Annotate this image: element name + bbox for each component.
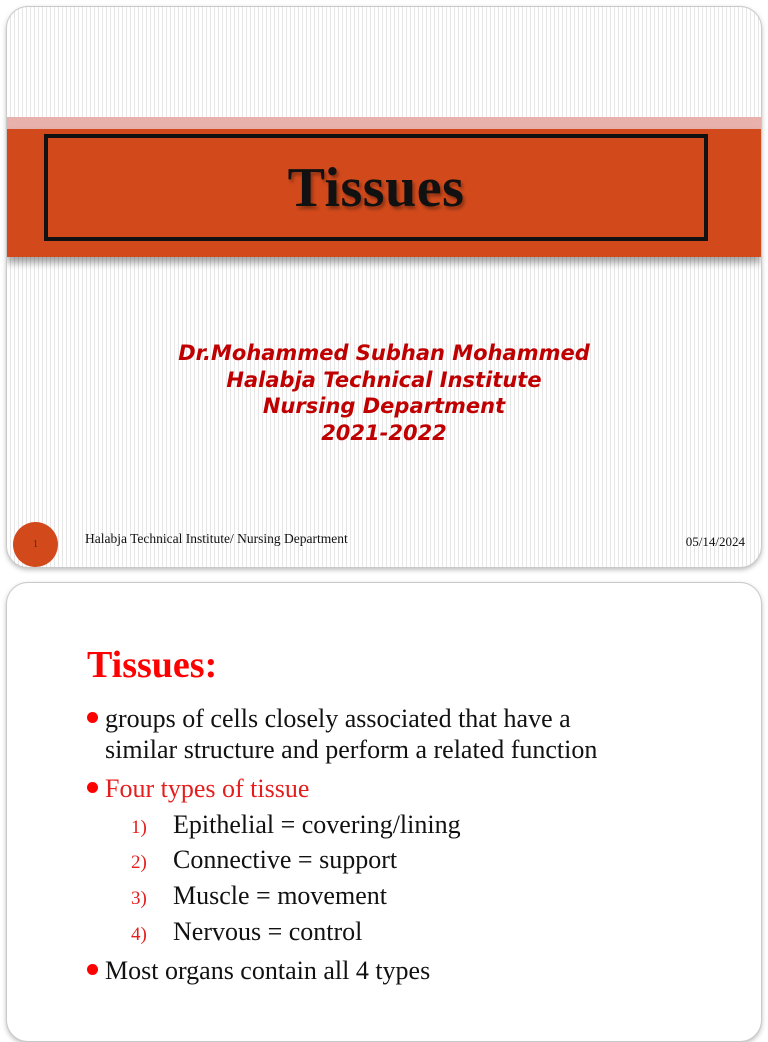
bullet-item xyxy=(87,773,309,804)
slide-title: Tissues xyxy=(287,156,465,219)
bullet-item xyxy=(87,955,430,986)
bullet-text: Four types of tissue xyxy=(105,774,310,803)
slide-number: 1 xyxy=(33,539,38,550)
subtitle-block xyxy=(7,340,761,446)
subtitle-institute: Halabja Technical Institute xyxy=(226,367,542,392)
list-item xyxy=(131,917,362,947)
subtitle-author: Dr.Mohammed Subhan Mohammed xyxy=(178,341,590,365)
slide-number-badge xyxy=(13,522,58,567)
bullet-dot-icon xyxy=(87,712,98,723)
list-text: Muscle = movement xyxy=(173,881,387,910)
subtitle-year: 2021-2022 xyxy=(321,420,447,445)
list-number: 3) xyxy=(131,888,147,909)
list-text: Epithelial = covering/lining xyxy=(173,810,461,839)
content-slide xyxy=(6,582,762,1042)
footer-text: Halabja Technical Institute/ Nursing Department xyxy=(85,531,348,546)
bullet-text-line: groups of cells closely associated that have a xyxy=(105,704,571,733)
bullet-dot-icon xyxy=(87,782,98,793)
list-number: 4) xyxy=(131,924,147,945)
footer-date: 05/14/2024 xyxy=(685,534,745,549)
title-slide xyxy=(6,6,762,568)
bullet-item xyxy=(87,703,597,765)
bullet-dot-icon xyxy=(87,964,98,975)
slide-heading: Tissues: xyxy=(87,644,218,686)
pink-accent-band xyxy=(7,117,761,129)
list-text: Connective = support xyxy=(173,845,398,874)
list-item xyxy=(131,881,387,911)
list-number: 1) xyxy=(131,817,147,838)
title-frame xyxy=(44,134,708,241)
list-item xyxy=(131,810,461,840)
list-number: 2) xyxy=(131,852,147,873)
bullet-text: Most organs contain all 4 types xyxy=(105,956,431,985)
list-item xyxy=(131,845,397,875)
bullet-text-line: similar structure and perform a related function xyxy=(105,735,598,764)
subtitle-department: Nursing Department xyxy=(262,394,506,418)
list-text: Nervous = control xyxy=(173,917,363,946)
